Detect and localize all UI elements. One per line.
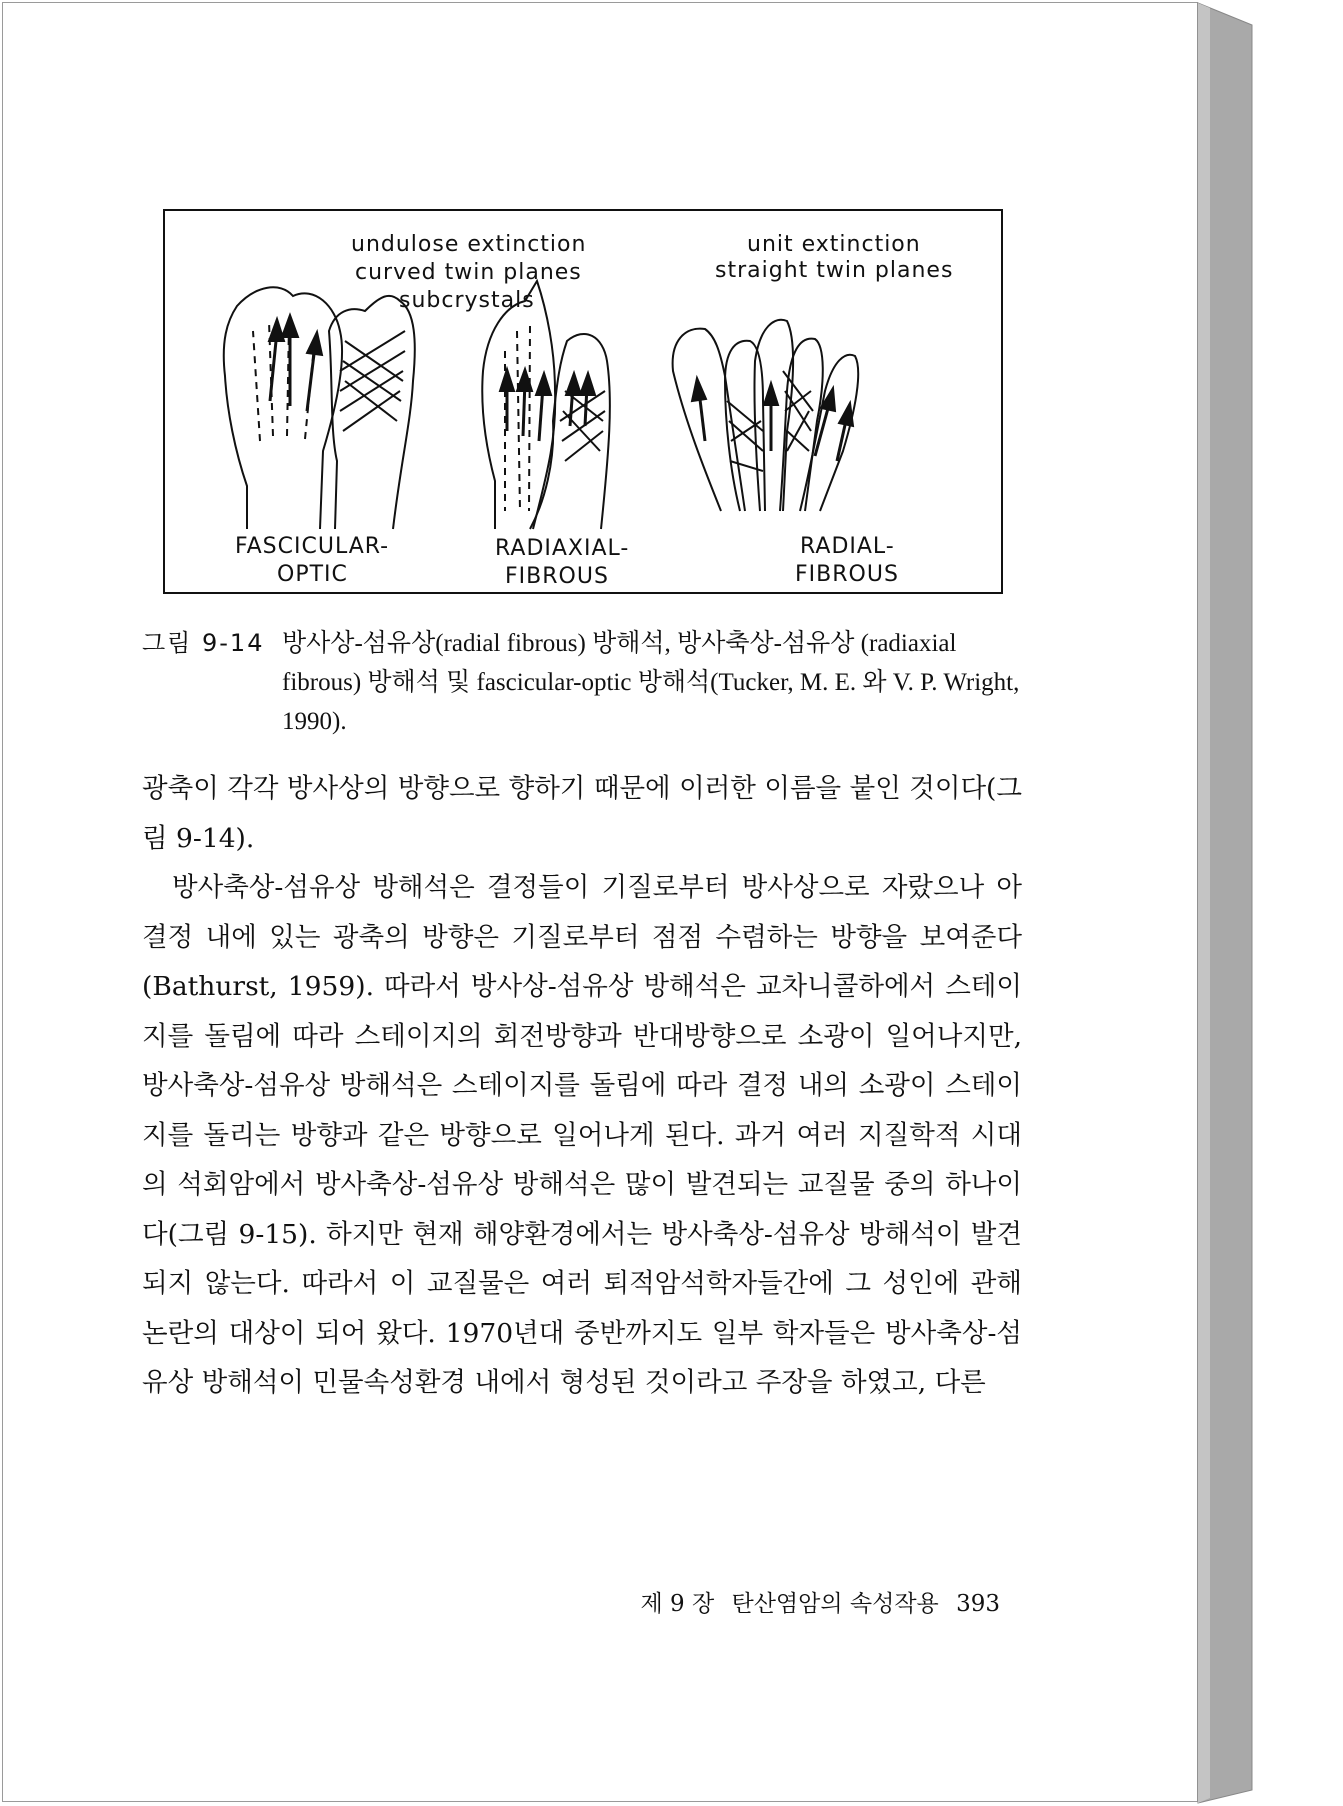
page-footer [590,1585,1000,1618]
header-right-line1: unit extinction [747,232,921,257]
page-number: 393 [956,1591,1000,1617]
paragraph-2: 방사축상-섬유상 방해석은 결정들이 기질로부터 방사상으로 자랐으나 아결정 내에 있는 광축의 방향은 기질로부터 점점 수렴하는 방향을 보여준다(Bathurst, 1959). 따라서 방사상-섬유상 방해석은 교차니콜하에서 스테이지를 돌림에 따라 스테이지의 회전방향과 반대방향으로 소광이 일어나지만, 방사축상-섬유상 방해석은 스테이지를 돌림에 따라 결정 내의 소광이 스테이지를 돌리는 방향과 같은 방향으로 일어나게 된다. 과거 여러 지질학적 시대의 석회암에서 방사축상-섬유상 방해석은 많이 발견되는 교질물 중의 하나이다(그림 9-15). 하지만 현재 해양환경에서는 방사축상-섬유상 방해석이 발견되지 않는다. 따라서 이 교질물은 여러 퇴적암석학자들간에 그 성인에 관해 논란의 대상이 되어 왔다. 1970년대 중반까지도 일부 학자들은 방사축상-섬유상 방해석이 민물속성환경 내에서 형성된 것이라고 주장을 하였고, 다른 [142,872,1022,1398]
label-radial-line1: RADIAL- [800,534,895,559]
body-text [142,764,1022,1408]
label-radial-line2: FIBROUS [795,562,899,587]
calcite-fabric-diagram [165,211,1001,592]
caption-text: 방사상-섬유상(radial fibrous) 방해석, 방사축상-섬유상 (radiaxial fibrous) 방해석 및 fascicular-optic 방해석(Tucker, M. E. 와 V. P. Wright, 1990). [282,630,1020,735]
header-left-line2: curved twin planes [355,260,582,285]
paragraph-1: 광축이 각각 방사상의 방향으로 향하기 때문에 이러한 이름을 붙인 것이다(그림 9-14). [142,773,1022,854]
fascicular-optic-crystal-drawing [224,287,415,529]
label-fascicular-line2: OPTIC [277,562,348,587]
radiaxial-fibrous-crystal-drawing [482,281,610,529]
radial-fibrous-crystal-drawing [673,320,859,511]
header-right-line2: straight twin planes [715,258,954,283]
caption-label: 그림 9-14 [142,629,265,657]
footer-title: 탄산염암의 속성작용 [731,1591,939,1617]
label-radiaxial-line1: RADIAXIAL- [495,536,630,561]
header-left-line1: undulose extinction [351,232,587,257]
footer-chapter: 제 9 장 [640,1591,715,1617]
header-left-line3: subcrystals [399,288,535,313]
figure-9-14 [163,209,1003,594]
label-radiaxial-line2: FIBROUS [505,564,609,589]
label-fascicular-line1: FASCICULAR- [235,534,390,559]
